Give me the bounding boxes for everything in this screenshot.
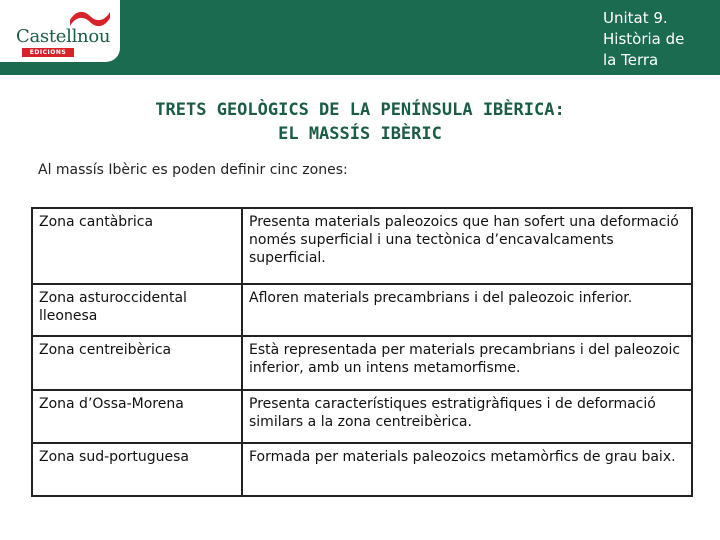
zone-description: Presenta característiques estratigràfiques i de deformació similars a la zona centreibèrica. — [242, 390, 692, 443]
zone-name: Zona d’Ossa-Morena — [32, 390, 242, 443]
table-row — [32, 443, 692, 496]
table-row — [32, 336, 692, 390]
flag-icon — [68, 8, 112, 28]
table-row — [32, 284, 692, 336]
zone-name: Zona asturoccidental lleonesa — [32, 284, 242, 336]
zone-description: Presenta materials paleozoics que han sofert una deformació només superficial i una tectònica d’encavalcaments superficial. — [242, 208, 692, 284]
intro-text: Al massís Ibèric es poden definir cinc zones: — [38, 162, 348, 178]
header-bar — [0, 0, 720, 75]
zone-name: Zona sud-portuguesa — [32, 443, 242, 496]
table-row — [32, 208, 692, 284]
table-row — [32, 390, 692, 443]
brand-name: Castellnou — [16, 26, 111, 47]
title-line-2: EL MASSÍS IBÈRIC — [278, 124, 442, 144]
unit-label — [603, 8, 715, 71]
brand-badge: EDICIONS — [22, 48, 74, 57]
zone-name: Zona cantàbrica — [32, 208, 242, 284]
unit-line-2: Història de — [603, 30, 685, 48]
zone-description: Està representada per materials precambrians i del paleozoic inferior, amb un intens metamorfisme. — [242, 336, 692, 390]
publisher-logo — [0, 0, 120, 62]
zone-description: Afloren materials precambrians i del paleozoic inferior. — [242, 284, 692, 336]
unit-line-3: la Terra — [603, 51, 659, 69]
zone-description: Formada per materials paleozoics metamòrfics de grau baix. — [242, 443, 692, 496]
zone-name: Zona centreibèrica — [32, 336, 242, 390]
title-line-1: TRETS GEOLÒGICS DE LA PENÍNSULA IBÈRICA: — [155, 100, 565, 120]
page-title — [0, 98, 720, 146]
zones-table — [31, 207, 693, 497]
unit-line-1: Unitat 9. — [603, 9, 668, 27]
